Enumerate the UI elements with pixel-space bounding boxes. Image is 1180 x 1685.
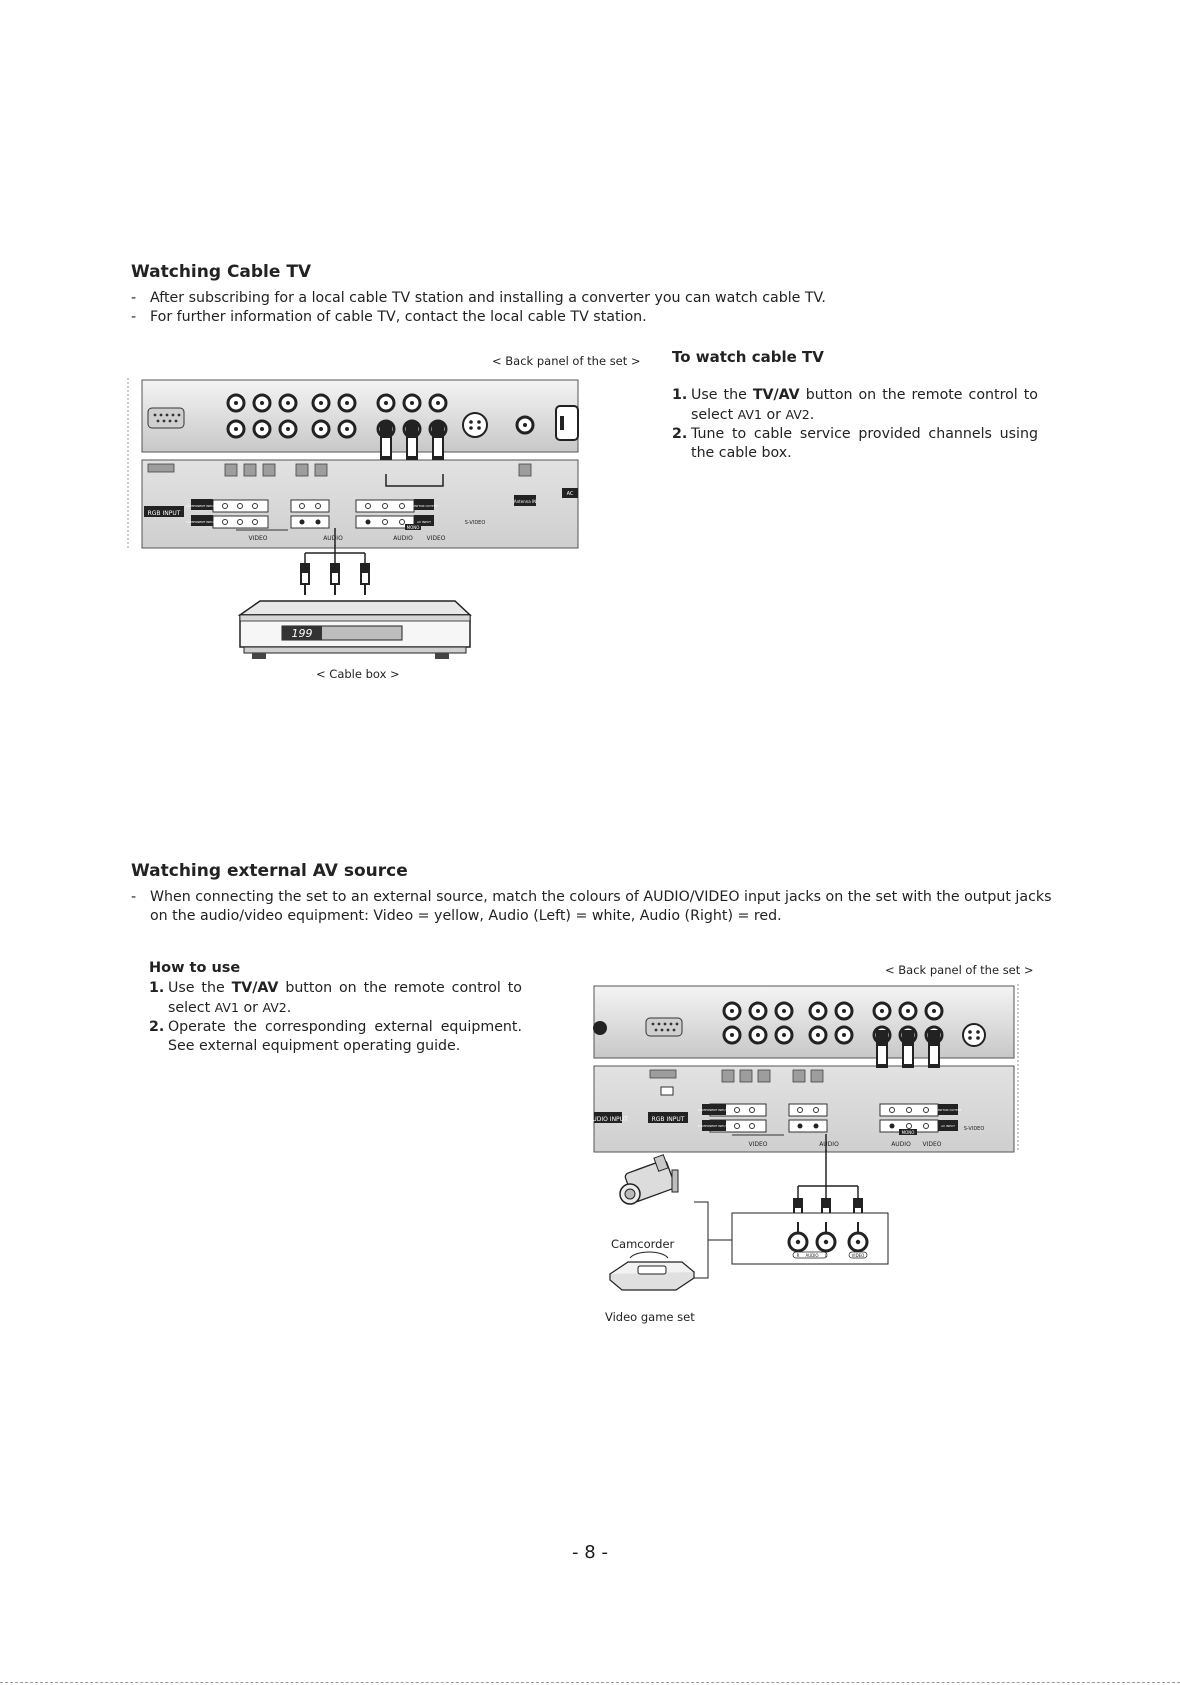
external-av-intro: [131, 888, 1131, 926]
audio-label: AUDIO: [393, 535, 413, 542]
audio-label: AUDIO: [819, 1141, 839, 1148]
back-panel-diagram: [128, 378, 578, 548]
how-to-use-title: How to use: [149, 960, 241, 976]
back-panel-caption: < Back panel of the set >: [492, 354, 641, 368]
rgb-input-label: RGB INPUT: [651, 1116, 685, 1123]
list-item: 1. Use the TV/AV button on the remote control to select AV1 or AV2.: [672, 387, 1038, 423]
video-label: VIDEO: [748, 1141, 768, 1148]
section-title-external-av: Watching external AV source: [131, 861, 408, 881]
monitor-output-label: MONITOR OUTPUT: [934, 1108, 962, 1112]
mono-label: MONO: [406, 525, 420, 530]
page-bottom-rule: [0, 1682, 1180, 1684]
back-panel-diagram: [588, 984, 1020, 1152]
antenna-label: Antenna IN: [513, 499, 537, 504]
monitor-output-label: MONITOR OUTPUT: [410, 504, 438, 508]
jack-l-label: L: [824, 1253, 828, 1258]
cable-box-diagram: [230, 545, 480, 665]
list-item: - After subscribing for a local cable TV station and installing a converter you can watch cable TV.: [131, 290, 826, 306]
cable-tv-instructions-title: To watch cable TV: [672, 348, 824, 366]
list-item: 1. Use the TV/AV button on the remote control to select AV1 or AV2.: [149, 980, 522, 1016]
audio-label: AUDIO: [891, 1141, 911, 1148]
s-video-label: S-VIDEO: [464, 520, 486, 526]
page-number: - 8 -: [572, 1542, 608, 1563]
rgb-input-label: RGB INPUT: [147, 510, 181, 517]
av-input-label: AV INPUT: [417, 520, 431, 524]
video-label: VIDEO: [426, 535, 446, 542]
av-input-label: AV INPUT: [941, 1124, 955, 1128]
list-item: on the audio/video equipment: Video = yellow, Audio (Left) = white, Audio (Right) = red.: [150, 908, 782, 924]
ac-label: AC: [566, 491, 574, 497]
mono-label: MONO: [901, 1130, 915, 1135]
component-2-label: COMPONENT INPUT 2: [697, 1108, 731, 1112]
list-item: 2. Tune to cable service provided channels using the cable box.: [672, 426, 1038, 461]
component-2-label: COMPONENT INPUT 2: [185, 504, 219, 508]
cable-tv-intro-list: [131, 289, 1091, 327]
video-game-label: Video game set: [605, 1310, 695, 1324]
audio-jack-label: AUDIO: [805, 1253, 819, 1258]
jack-r-label: R: [796, 1253, 800, 1258]
video-label: VIDEO: [248, 535, 268, 542]
video-game-icon: [610, 1252, 694, 1290]
list-item: - For further information of cable TV, contact the local cable TV station.: [131, 309, 647, 325]
section-title-cable-tv: Watching Cable TV: [131, 262, 312, 282]
list-item: - When connecting the set to an external source, match the colours of AUDIO/VIDEO input jacks on the set with the output jacks: [131, 889, 1052, 905]
back-panel-caption: < Back panel of the set >: [885, 963, 1034, 977]
list-item: 2. Operate the corresponding external equipment. See external equipment operating guide.: [149, 1019, 522, 1054]
component-1-label: COMPONENT INPUT 1: [697, 1124, 731, 1128]
cable-box-caption: < Cable box >: [316, 667, 400, 681]
video-label: VIDEO: [922, 1141, 942, 1148]
camcorder-icon: [620, 1155, 678, 1204]
video-jack-label: VIDEO: [851, 1253, 865, 1258]
camcorder-label: Camcorder: [611, 1237, 675, 1251]
how-to-use-steps: [149, 979, 522, 1056]
s-video-label: S-VIDEO: [963, 1126, 985, 1132]
audio-label: AUDIO: [323, 535, 343, 542]
cable-tv-steps: [672, 386, 1038, 463]
component-1-label: COMPONENT INPUT 1: [185, 520, 219, 524]
cable-box-display: 199: [291, 627, 313, 640]
audio-input-label: AUDIO INPUT: [588, 1116, 628, 1123]
